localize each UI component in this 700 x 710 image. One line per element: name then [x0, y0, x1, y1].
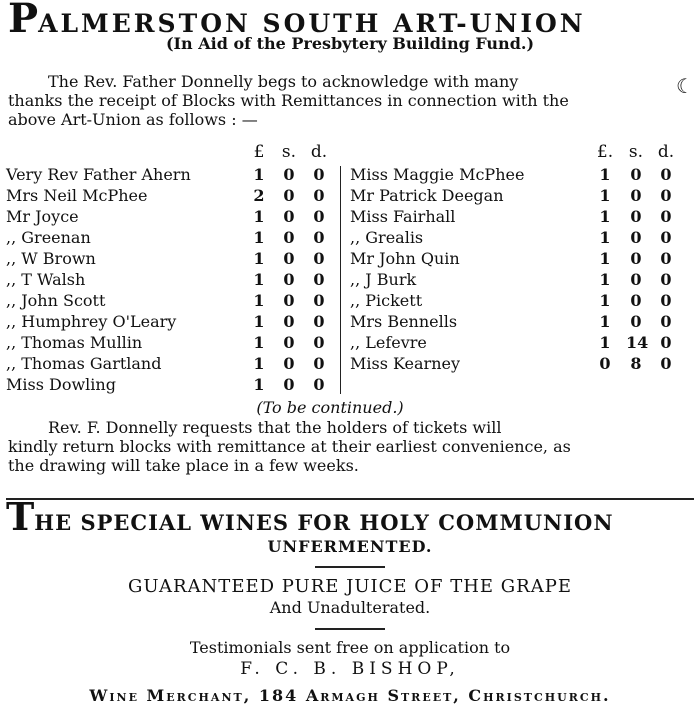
list-item: Miss Dowling 1 0 0: [6, 375, 325, 394]
list-item: ,, John Scott 1 0 0: [6, 291, 325, 310]
list-item: ,, Pickett 1 0 0: [350, 291, 672, 310]
merchant-name: F. C. B. BISHOP,: [240, 659, 460, 679]
closing-paragraph: [8, 418, 672, 475]
closing-line: the drawing will take place in a few weeks.: [8, 456, 359, 475]
guaranteed-line: GUARANTEED PURE JUICE OF THE GRAPE: [128, 576, 572, 597]
advert-heading: [6, 494, 696, 540]
list-item: Mr Patrick Deegan 1 0 0: [350, 186, 672, 205]
pence-header: d.: [657, 142, 675, 162]
left-subscriber-list: [6, 164, 340, 395]
unadulterated-line: And Unadulterated.: [269, 598, 431, 617]
list-item: Mrs Neil McPhee 2 0 0: [6, 186, 325, 205]
intro-line: thanks the receipt of Blocks with Remittances in connection with the: [8, 91, 569, 110]
testimonials-line: Testimonials sent free on application to: [189, 638, 511, 657]
list-item: ,, Lefevre 1 14 0: [350, 333, 672, 352]
pence-header: d.: [310, 142, 328, 162]
list-item: ,, Thomas Mullin 1 0 0: [6, 333, 325, 352]
notice-title-rest: ALMERSTON SOUTH ART-UNION: [38, 9, 586, 38]
list-item: ,, T Walsh 1 0 0: [6, 270, 325, 289]
intro-paragraph: [8, 72, 676, 129]
list-item: ,, Greenan 1 0 0: [6, 228, 325, 247]
closing-line: kindly return blocks with remittance at their earliest convenience, as: [8, 437, 571, 456]
list-item: ,, Grealis 1 0 0: [350, 228, 672, 247]
short-divider: [315, 628, 385, 630]
list-item: Very Rev Father Ahern 1 0 0: [6, 165, 325, 184]
list-item: Miss Fairhall 1 0 0: [350, 207, 672, 226]
shillings-header: s.: [628, 142, 644, 162]
list-item: ,, W Brown 1 0 0: [6, 249, 325, 268]
list-item: Miss Maggie McPhee 1 0 0: [350, 165, 672, 184]
intro-line: The Rev. Father Donnelly begs to acknowledge with many: [48, 72, 519, 91]
shillings-header: s.: [281, 142, 297, 162]
list-item: Miss Kearney 0 8 0: [350, 354, 672, 373]
list-item: ,, Humphrey O'Leary 1 0 0: [6, 312, 325, 331]
advert-heading-rest: HE SPECIAL WINES FOR HOLY COMMUNION: [34, 510, 614, 535]
advert-heading-initial: T: [6, 494, 35, 539]
unfermented-line: UNFERMENTED.: [267, 537, 433, 556]
closing-line: Rev. F. Donnelly requests that the holders of tickets will: [48, 418, 502, 437]
crescent-ornament-icon: ☾: [676, 74, 694, 98]
list-item: Mr John Quin 1 0 0: [350, 249, 672, 268]
merchant-address: Wine Merchant, 184 Armagh Street, Christchurch.: [89, 686, 611, 705]
right-subscriber-list: [350, 164, 694, 374]
short-divider: [315, 566, 385, 568]
pounds-header: £.: [596, 142, 614, 162]
notice-subtitle: (In Aid of the Presbytery Building Fund.): [165, 34, 535, 53]
column-divider: [340, 166, 341, 394]
list-item: ,, Thomas Gartland 1 0 0: [6, 354, 325, 373]
notice-title-initial: P: [8, 0, 39, 42]
pounds-header: £: [253, 142, 265, 162]
list-item: Mrs Bennells 1 0 0: [350, 312, 672, 331]
list-item: Mr Joyce 1 0 0: [6, 207, 325, 226]
to-be-continued-note: (To be continued.): [256, 398, 404, 417]
list-item: ,, J Burk 1 0 0: [350, 270, 672, 289]
intro-line: above Art-Union as follows : —: [8, 110, 258, 129]
